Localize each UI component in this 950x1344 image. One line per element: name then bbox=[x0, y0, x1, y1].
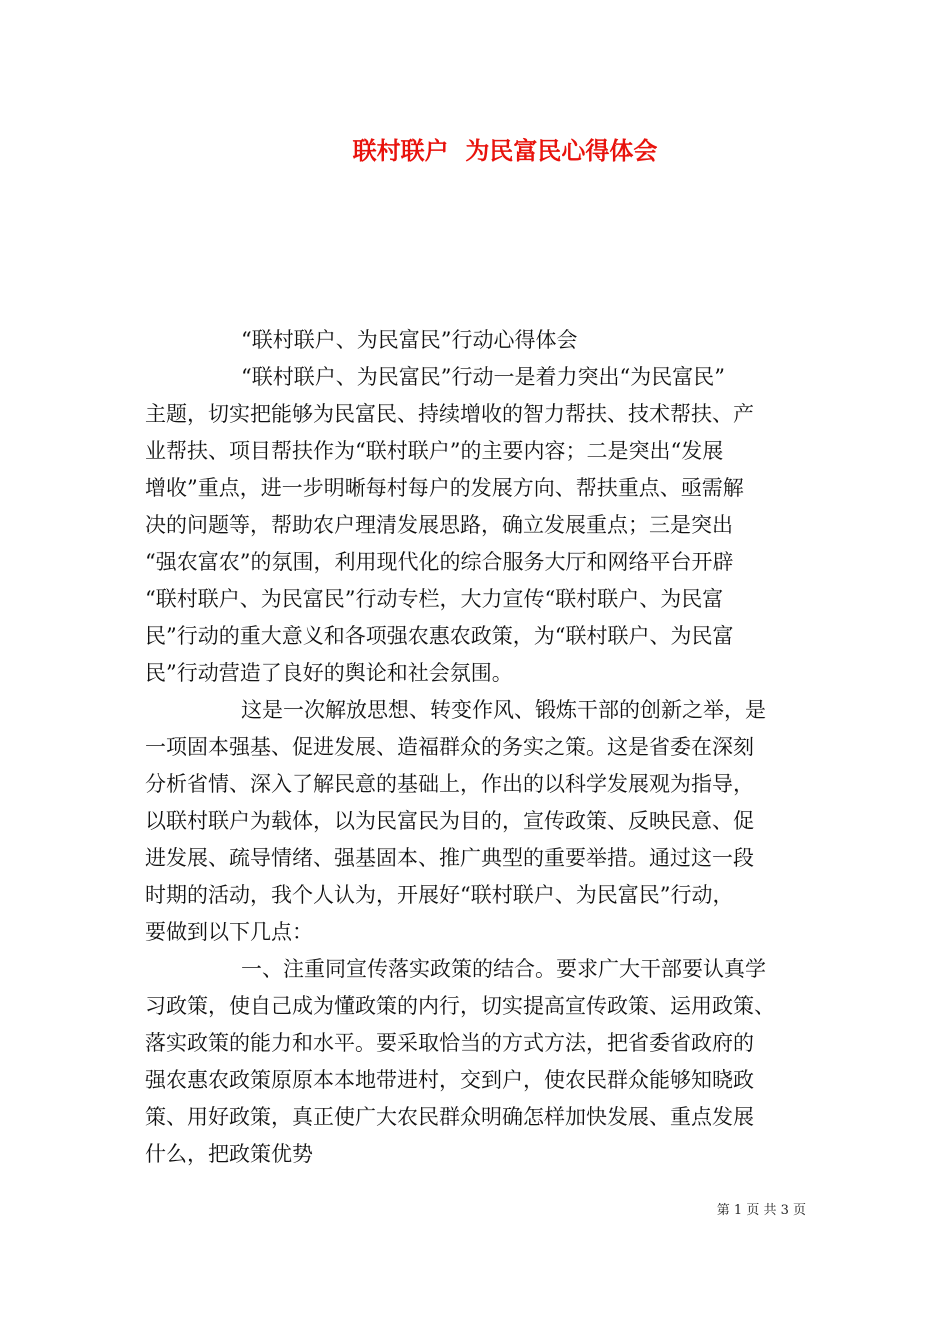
paragraph-line: 要做到以下几点： bbox=[145, 920, 313, 944]
paragraph-line: 民”行动营造了良好的舆论和社会氛围。 bbox=[145, 661, 513, 685]
paragraph-line: 习政策，使自己成为懂政策的内行，切实提高宣传政策、运用政策、 bbox=[145, 994, 775, 1018]
paragraph-line: 增收”重点，进一步明晰每村每户的发展方向、帮扶重点、亟需解 bbox=[145, 476, 744, 500]
paragraph-line: 落实政策的能力和水平。要采取恰当的方式方法，把省委省政府的 bbox=[145, 1031, 754, 1055]
paragraph-line: 以联村联户为载体，以为民富民为目的，宣传政策、反映民意、促 bbox=[145, 809, 754, 833]
paragraph-line: 什么，把政策优势 bbox=[145, 1142, 313, 1166]
page-number-footer: 第 1 页 共 3 页 bbox=[716, 1203, 806, 1218]
paragraph-2 bbox=[145, 692, 810, 951]
paragraph-line: 一、注重同宣传落实政策的结合。要求广大干部要认真学 bbox=[241, 957, 766, 981]
paragraph-3 bbox=[145, 951, 810, 1173]
paragraph-1 bbox=[145, 359, 810, 692]
paragraph-line: 一项固本强基、促进发展、造福群众的务实之策。这是省委在深刻 bbox=[145, 735, 754, 759]
paragraph-line: 策、用好政策，真正使广大农民群众明确怎样加快发展、重点发展 bbox=[145, 1105, 754, 1129]
paragraph-line: 民”行动的重大意义和各项强农惠农政策，为“联村联户、为民富 bbox=[145, 624, 734, 648]
document-title: 联村联户 为民富民心得体会 bbox=[352, 136, 658, 165]
paragraph-line: 这是一次解放思想、转变作风、锻炼干部的创新之举，是 bbox=[241, 698, 766, 722]
paragraph-line: 业帮扶、项目帮扶作为“联村联户”的主要内容；二是突出“发展 bbox=[145, 439, 724, 463]
paragraph-line: “联村联户、为民富民”行动一是着力突出“为民富民” bbox=[241, 365, 725, 389]
document-subtitle: “联村联户、为民富民”行动心得体会 bbox=[241, 328, 578, 352]
document-body bbox=[145, 322, 810, 1173]
paragraph-line: 强农惠农政策原原本本地带进村，交到户，使农民群众能够知晓政 bbox=[145, 1068, 754, 1092]
paragraph-line: “强农富农”的氛围，利用现代化的综合服务大厅和网络平台开辟 bbox=[145, 550, 734, 574]
paragraph-line: 主题，切实把能够为民富民、持续增收的智力帮扶、技术帮扶、产 bbox=[145, 402, 754, 426]
paragraph-line: “联村联户、为民富民”行动专栏，大力宣传“联村联户、为民富 bbox=[145, 587, 724, 611]
paragraph-line: 分析省情、深入了解民意的基础上，作出的以科学发展观为指导， bbox=[145, 772, 754, 796]
paragraph-line: 时期的活动，我个人认为，开展好“联村联户、为民富民”行动， bbox=[145, 883, 734, 907]
paragraph-line: 进发展、疏导情绪、强基固本、推广典型的重要举措。通过这一段 bbox=[145, 846, 754, 870]
paragraph-line: 决的问题等，帮助农户理清发展思路，确立发展重点；三是突出 bbox=[145, 513, 733, 537]
